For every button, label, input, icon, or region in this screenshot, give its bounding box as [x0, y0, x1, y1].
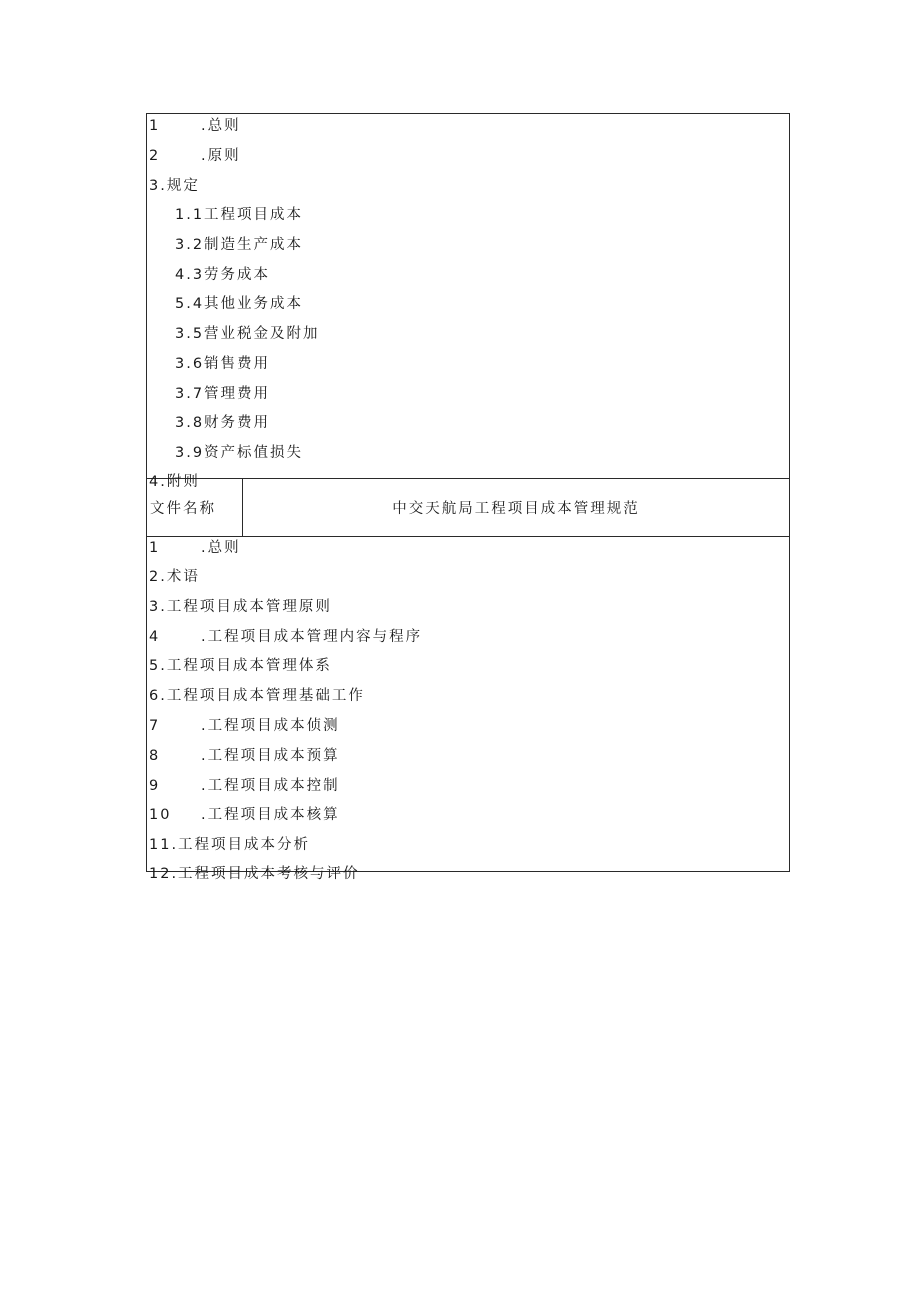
- toc-clipped-line: 12.工程项目成本考核与评价: [149, 866, 360, 882]
- toc-item-text: 5.工程项目成本管理体系: [149, 658, 332, 674]
- toc-item-text: .工程项目成本侦测: [201, 718, 340, 734]
- toc-item-text: .工程项目成本核算: [201, 807, 340, 823]
- document-title: 中交天航局工程项目成本管理规范: [392, 500, 640, 517]
- toc-item-text: .原则: [201, 148, 241, 164]
- toc-item-text: 3.工程项目成本管理原则: [149, 599, 332, 615]
- toc-section-bottom: [147, 536, 789, 882]
- toc-item-text: .总则: [201, 118, 241, 134]
- toc-subitem: 1.1工程项目成本: [175, 207, 304, 223]
- toc-item-text: .工程项目成本管理内容与程序: [201, 629, 423, 645]
- toc-item-number: 1: [149, 118, 161, 134]
- toc-item-number: 9: [149, 778, 161, 794]
- toc-item-number: 10: [149, 807, 172, 823]
- toc-subitem: 3.7管理费用: [175, 386, 271, 402]
- toc-item-text: .工程项目成本预算: [201, 748, 340, 764]
- toc-subitem: 3.8财务费用: [175, 415, 271, 431]
- document-table: [146, 113, 790, 882]
- toc-subitem: 5.4其他业务成本: [175, 296, 304, 312]
- toc-clipped-line: 4.附则: [149, 474, 200, 490]
- toc-item-text: 2.术语: [149, 569, 200, 585]
- toc-item-number: 1: [149, 540, 161, 556]
- toc-item-number: 2: [149, 148, 161, 164]
- toc-item-text: 6.工程项目成本管理基础工作: [149, 688, 365, 704]
- toc-item-number: 8: [149, 748, 161, 764]
- toc-item-text: .工程项目成本控制: [201, 778, 340, 794]
- toc-subitem: 3.5营业税金及附加: [175, 326, 320, 342]
- toc-item-number: 4: [149, 629, 161, 645]
- header-row: [147, 478, 789, 537]
- toc-subitem: 4.3劳务成本: [175, 267, 271, 283]
- toc-item-text: .总则: [201, 540, 241, 556]
- toc-item-text: 11.工程项目成本分析: [149, 837, 311, 853]
- toc-section-top: [147, 114, 789, 490]
- toc-subitem: 3.2制造生产成本: [175, 237, 304, 253]
- toc-heading-rules: 3.规定: [149, 178, 200, 194]
- file-name-label: 文件名称: [147, 478, 243, 536]
- toc-subitem: 3.6销售费用: [175, 356, 271, 372]
- toc-subitem: 3.9资产标值损失: [175, 445, 304, 461]
- toc-item-number: 7: [149, 718, 161, 734]
